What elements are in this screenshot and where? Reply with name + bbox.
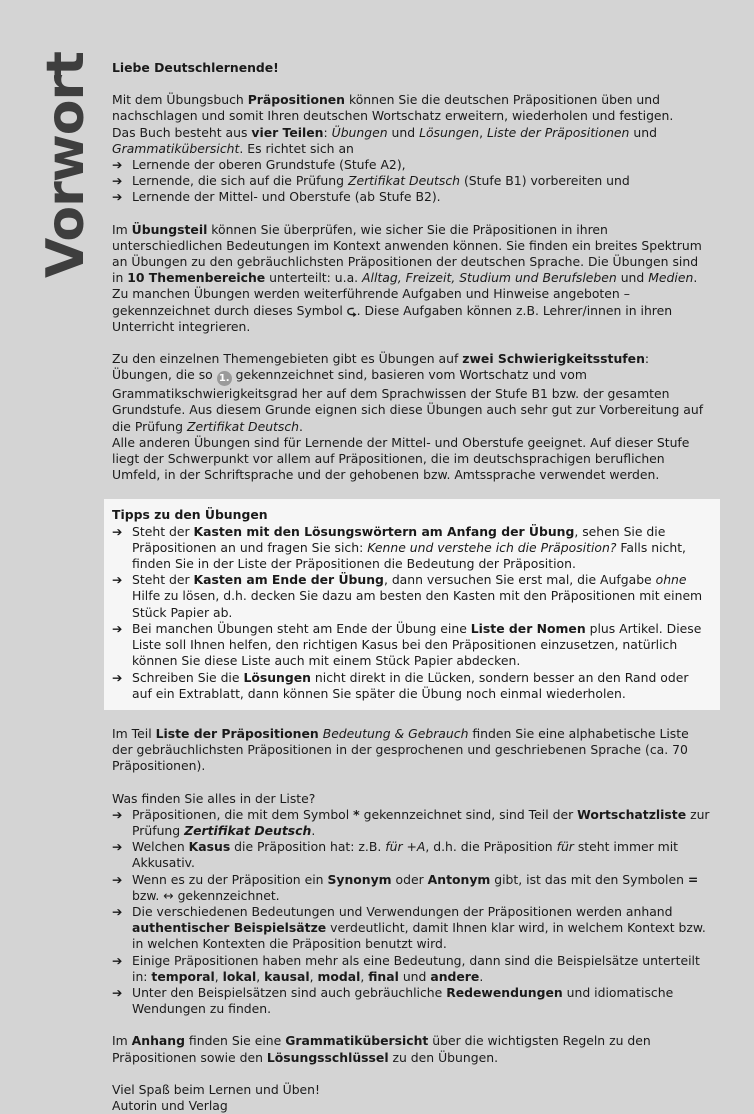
list-contents-title: Was finden Sie alles in der Liste? — [112, 790, 316, 806]
arrow-icon: ➔ — [112, 572, 123, 588]
arrow-icon: ➔ — [112, 669, 123, 685]
list-item: ➔ Wenn es zu der Präposition ein Synonym oder Antonym gibt, ist das mit den Symbolen = bzw. ↔ gekennzeichnet. — [112, 871, 699, 903]
greeting: Liebe Deutschlernende! — [112, 60, 279, 75]
appendix-paragraph: Im Anhang finden Sie eine Grammatikübersicht über die wichtigsten Regeln zu den Präpositionen sowie den Lösungsschlüssel zu den Übungen. — [112, 1033, 651, 1065]
list-item: ➔ Präpositionen, die mit dem Symbol * gekennzeichnet sind, sind Teil der Wortschatzliste zur Prüfung Zertifikat Deutsch. — [112, 806, 710, 838]
arrow-icon: ➔ — [112, 157, 123, 173]
arrow-icon: ➔ — [112, 806, 123, 822]
tips-title: Tipps zu den Übungen — [112, 507, 268, 523]
list-item: ➔ Die verschiedenen Bedeutungen und Verwendungen der Präpositionen werden anhand authentischer Beispielsätze verdeutlicht, damit Ihnen klar wird, in welchem Kontext bzw. in welchen Kontexten die Präposition benutzt wird. — [112, 903, 706, 952]
arrow-icon: ➔ — [112, 620, 123, 636]
audience-list — [112, 157, 712, 206]
level-badge: 1. — [217, 371, 232, 386]
list-item: ➔ Lernende der Mittel- und Oberstufe (ab Stufe B2). — [112, 189, 441, 205]
list-item: ➔ Lernende, die sich auf die Prüfung Zertifikat Deutsch (Stufe B1) vorbereiten und — [112, 173, 630, 189]
foreword-body — [112, 60, 712, 1114]
arrow-icon: ➔ — [112, 952, 123, 968]
arrow-icon: ➔ — [112, 984, 123, 1000]
chapter-title-text: Vorwort — [36, 51, 96, 279]
list-contents — [112, 807, 712, 1018]
arrow-icon: ➔ — [112, 523, 123, 539]
arrow-icon: ➔ — [112, 903, 123, 919]
list-item: ➔ Steht der Kasten am Ende der Übung, dann versuchen Sie erst mal, die Aufgabe ohne Hilfe zu lösen, d.h. decken Sie dazu am besten den Kasten mit den Präpositionen mit einem Stück Papier ab. — [112, 572, 703, 620]
tips-list — [112, 524, 712, 702]
arrow-icon: ➔ — [112, 839, 123, 855]
list-item: ➔ Welchen Kasus die Präposition hat: z.B. für +A, d.h. die Präposition für steht immer mit Akkusativ. — [112, 839, 679, 871]
chapter-title — [36, 51, 96, 279]
list-item: ➔ Steht der Kasten mit den Lösungswörtern am Anfang der Übung, sehen Sie die Präpositionen an und fragen Sie sich: Kenne und verstehe ich die Präposition? Falls nicht, finden Sie in der Liste der Präpositionen die Bedeutung der Präposition. — [112, 523, 686, 572]
list-section-paragraph: Im Teil Liste der Präpositionen Bedeutung & Gebrauch finden Sie eine alphabetische Liste der gebräuchlichsten Präpositionen in der gesprochenen und geschriebenen Sprache (ca. 70 Präpositionen). — [112, 725, 689, 774]
tips-box — [104, 499, 720, 709]
arrow-icon: ➔ — [112, 871, 123, 887]
list-item: ➔ Bei manchen Übungen steht am Ende der Übung eine Liste der Nomen plus Artikel. Diese Liste soll Ihnen helfen, den richtigen Kasus bei den Präpositionen einzusetzen, natürlich können Sie diese Liste auch mit einem Stück Papier abdecken. — [112, 620, 702, 669]
list-item: ➔ Schreiben Sie die Lösungen nicht direkt in die Lücken, sondern besser an den Rand oder auf ein Extrablatt, dann können Sie später die Übung noch einmal wiederholen. — [112, 669, 689, 701]
list-item: ➔ Unter den Beispielsätzen sind auch gebräuchliche Redewendungen und idiomatische Wendungen zu finden. — [112, 984, 674, 1017]
arrow-icon: ➔ — [112, 189, 123, 205]
closing: Viel Spaß beim Lernen und Üben! Autorin und Verlag — [112, 1081, 320, 1113]
intro-paragraph: Mit dem Übungsbuch Präpositionen können Sie die deutschen Präpositionen üben und nachschlagen und somit Ihren deutschen Wortschatz erweitern, wiederholen und festigen. Das Buch besteht aus vier Teilen: Übungen und Lösungen, Liste der Präpositionen und Grammatikübersicht. Es richtet sich an — [112, 92, 674, 156]
exercise-section-paragraph: Im Übungsteil können Sie überprüfen, wie sicher Sie die Präpositionen in ihren unterschiedlichen Bedeutungen im Kontext anwenden können. Sie finden ein breites Spektrum an Übungen zu den gebräuchlichsten Präpositionen der deutschen Sprache. Die Übungen sind in 10 Themenbereiche unterteilt: u.a. Alltag, Freizeit, Studium und Berufsleben und Medien. Zu manchen Übungen werden weiterführende Aufgaben und Hinweise angeboten – gekennzeichnet durch dieses Symbol ⮎. Diese Aufgaben können z.B. Lehrer/innen in ihren Unterricht integrieren. — [112, 221, 702, 334]
extra-task-icon: ⮎ — [346, 302, 357, 318]
arrow-icon: ➔ — [112, 173, 123, 189]
difficulty-paragraph: Zu den einzelnen Themengebieten gibt es Übungen auf zwei Schwierigkeitsstufen: Übungen, die so 1. gekennzeichnet sind, basieren vom Wortschatz und vom Grammatikschwierigkeitsgrad her auf dem Sprachwissen der Stufe B1 bzw. der gesamten Grundstufe. Aus diesem Grunde eignen sich diese Übungen auch sehr gut zur Vorbereitung auf die Prüfung Zertifikat Deutsch. Alle anderen Übungen sind für Lernende der Mittel- und Oberstufe geeignet. Auf dieser Stufe liegt der Schwerpunkt vor allem auf Präpositionen, die im deutschsprachigen beruflichen Umfeld, in der Schriftsprache und der gehobenen bzw. Amtssprache verwendet werden. — [112, 351, 704, 483]
list-item: ➔ Lernende der oberen Grundstufe (Stufe A2), — [112, 157, 406, 173]
list-item: ➔ Einige Präpositionen haben mehr als eine Bedeutung, dann sind die Beispielsätze unterteilt in: temporal, lokal, kausal, modal, final und andere. — [112, 952, 700, 984]
